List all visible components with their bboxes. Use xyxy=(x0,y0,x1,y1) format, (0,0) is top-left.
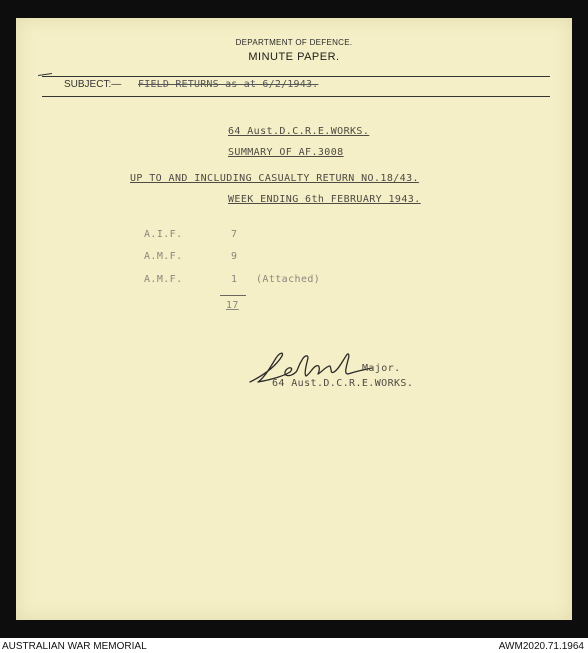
signatory-rank: Major. xyxy=(362,363,401,374)
row-label: A.M.F. xyxy=(144,251,183,262)
total-count: 17 xyxy=(226,300,239,311)
minute-paper-sheet xyxy=(16,18,572,620)
row-count: 7 xyxy=(231,229,238,240)
row-count: 1 xyxy=(231,274,238,285)
archive-credit: AUSTRALIAN WAR MEMORIAL xyxy=(2,641,147,652)
row-label: A.M.F. xyxy=(144,274,183,285)
row-label: A.I.F. xyxy=(144,229,183,240)
week-ending-line: WEEK ENDING 6th FEBRUARY 1943. xyxy=(228,194,421,205)
subject-top-rule xyxy=(42,76,550,77)
department-heading: DEPARTMENT OF DEFENCE. xyxy=(235,38,353,47)
unit-heading: 64 Aust.D.C.R.E.WORKS. xyxy=(228,126,370,137)
subject-bottom-rule xyxy=(42,96,550,97)
subject-label: SUBJECT:— xyxy=(64,79,122,90)
casualty-return-line: UP TO AND INCLUDING CASUALTY RETURN NO.18/43. xyxy=(130,173,419,184)
summary-heading: SUMMARY OF AF.3008 xyxy=(228,147,344,158)
row-note: (Attached) xyxy=(256,274,321,285)
form-title: MINUTE PAPER. xyxy=(248,51,340,63)
total-rule xyxy=(220,295,246,296)
signatory-unit: 64 Aust.D.C.R.E.WORKS. xyxy=(272,378,414,389)
archive-reference: AWM2020.71.1964 xyxy=(498,641,584,652)
subject-text: FIELD RETURNS as at 6/2/1943. xyxy=(138,79,319,90)
row-count: 9 xyxy=(231,251,238,262)
